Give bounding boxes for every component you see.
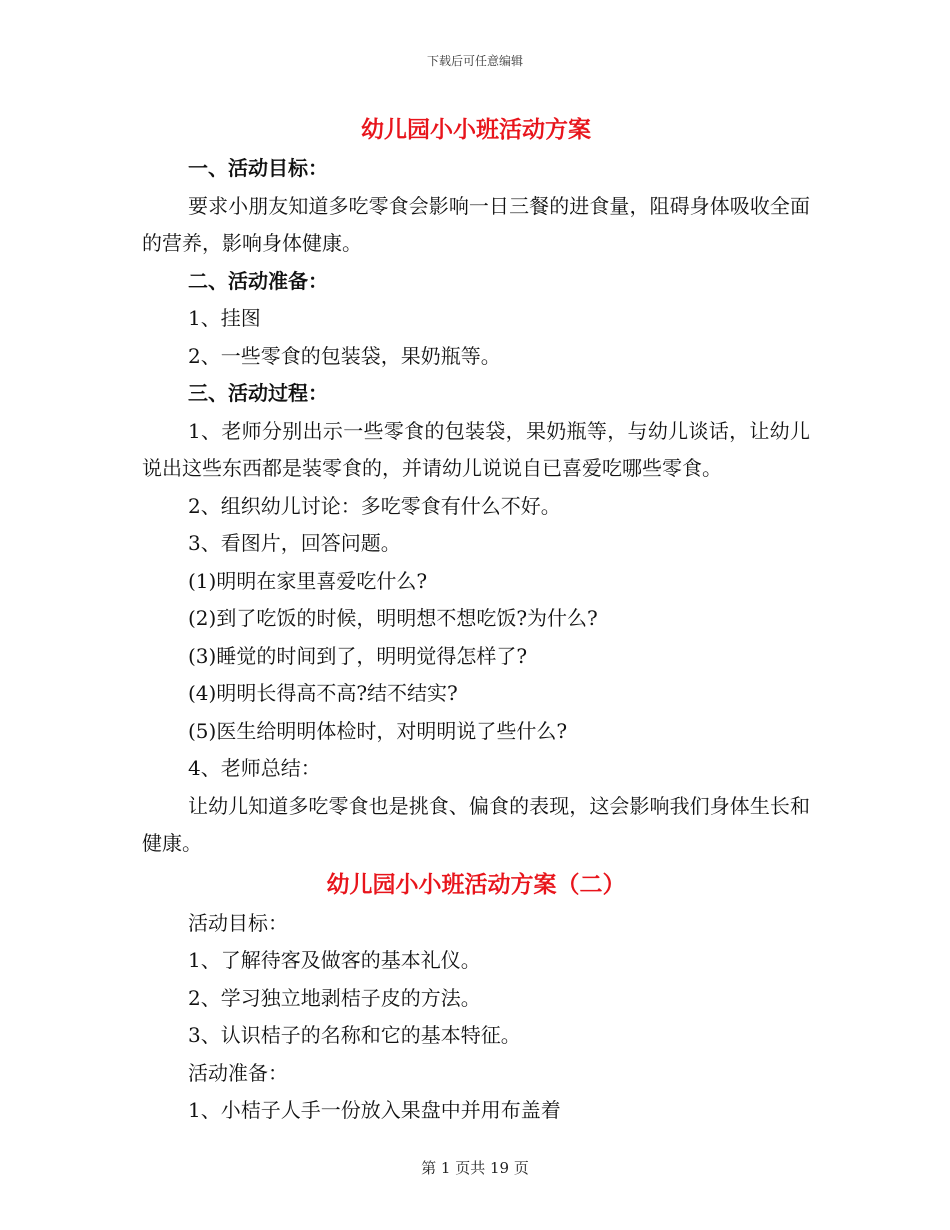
doc1-goal-text: 要求小朋友知道多吃零食会影响一日三餐的进食量，阻碍身体吸收全面的营养，影响身体健康。	[142, 193, 810, 255]
doc1-title: 幼儿园小小班活动方案	[361, 117, 591, 143]
doc1-prep-heading: 二、活动准备：	[188, 268, 328, 293]
doc1-process-step2: 2、组织幼儿讨论：多吃零食有什么不好。	[188, 493, 561, 518]
doc1-summary-text: 让幼儿知道多吃零食也是挑食、偏食的表现，这会影响我们身体生长和健康。	[142, 793, 810, 855]
doc2-goal-heading: 活动目标：	[188, 910, 288, 935]
doc1-prep-item: 2、一些零食的包装袋，果奶瓶等。	[188, 343, 501, 368]
doc2-goal-item: 2、学习独立地剥桔子皮的方法。	[188, 985, 481, 1010]
doc2-prep-item: 1、小桔子人手一份放入果盘中并用布盖着	[188, 1098, 561, 1122]
document-page	[142, 110, 810, 1130]
doc1-question: (1)明明在家里喜爱吃什么?	[188, 568, 428, 593]
doc1-question: (2)到了吃饭的时候，明明想不想吃饭?为什么?	[188, 606, 598, 630]
doc2-goal-item: 1、了解待客及做客的基本礼仪。	[188, 948, 481, 972]
doc1-process-step4: 4、老师总结：	[188, 756, 321, 780]
doc1-question: (3)睡觉的时间到了，明明觉得怎样了?	[188, 643, 528, 668]
doc1-goal-heading: 一、活动目标：	[188, 156, 328, 180]
doc2-prep-heading: 活动准备：	[188, 1060, 288, 1085]
doc1-process-step3: 3、看图片，回答问题。	[188, 531, 401, 555]
doc1-question: (5)医生给明明体检时，对明明说了些什么?	[188, 718, 568, 743]
doc1-process-step1: 1、老师分别出示一些零食的包装袋，果奶瓶等，与幼儿谈话，让幼儿说出这些东西都是装零食的，并请幼儿说说自已喜爱吃哪些零食。	[142, 418, 810, 480]
doc1-question: (4)明明长得高不高?结不结实?	[188, 681, 458, 705]
page-footer: 第 1 页共 19 页	[421, 1159, 529, 1177]
doc1-prep-item: 1、挂图	[188, 306, 261, 330]
doc2-goal-item: 3、认识桔子的名称和它的基本特征。	[188, 1023, 521, 1047]
doc2-title: 幼儿园小小班活动方案（二）	[326, 871, 626, 898]
doc1-process-heading: 三、活动过程：	[188, 381, 328, 405]
header-note: 下载后可任意编辑	[426, 54, 523, 68]
